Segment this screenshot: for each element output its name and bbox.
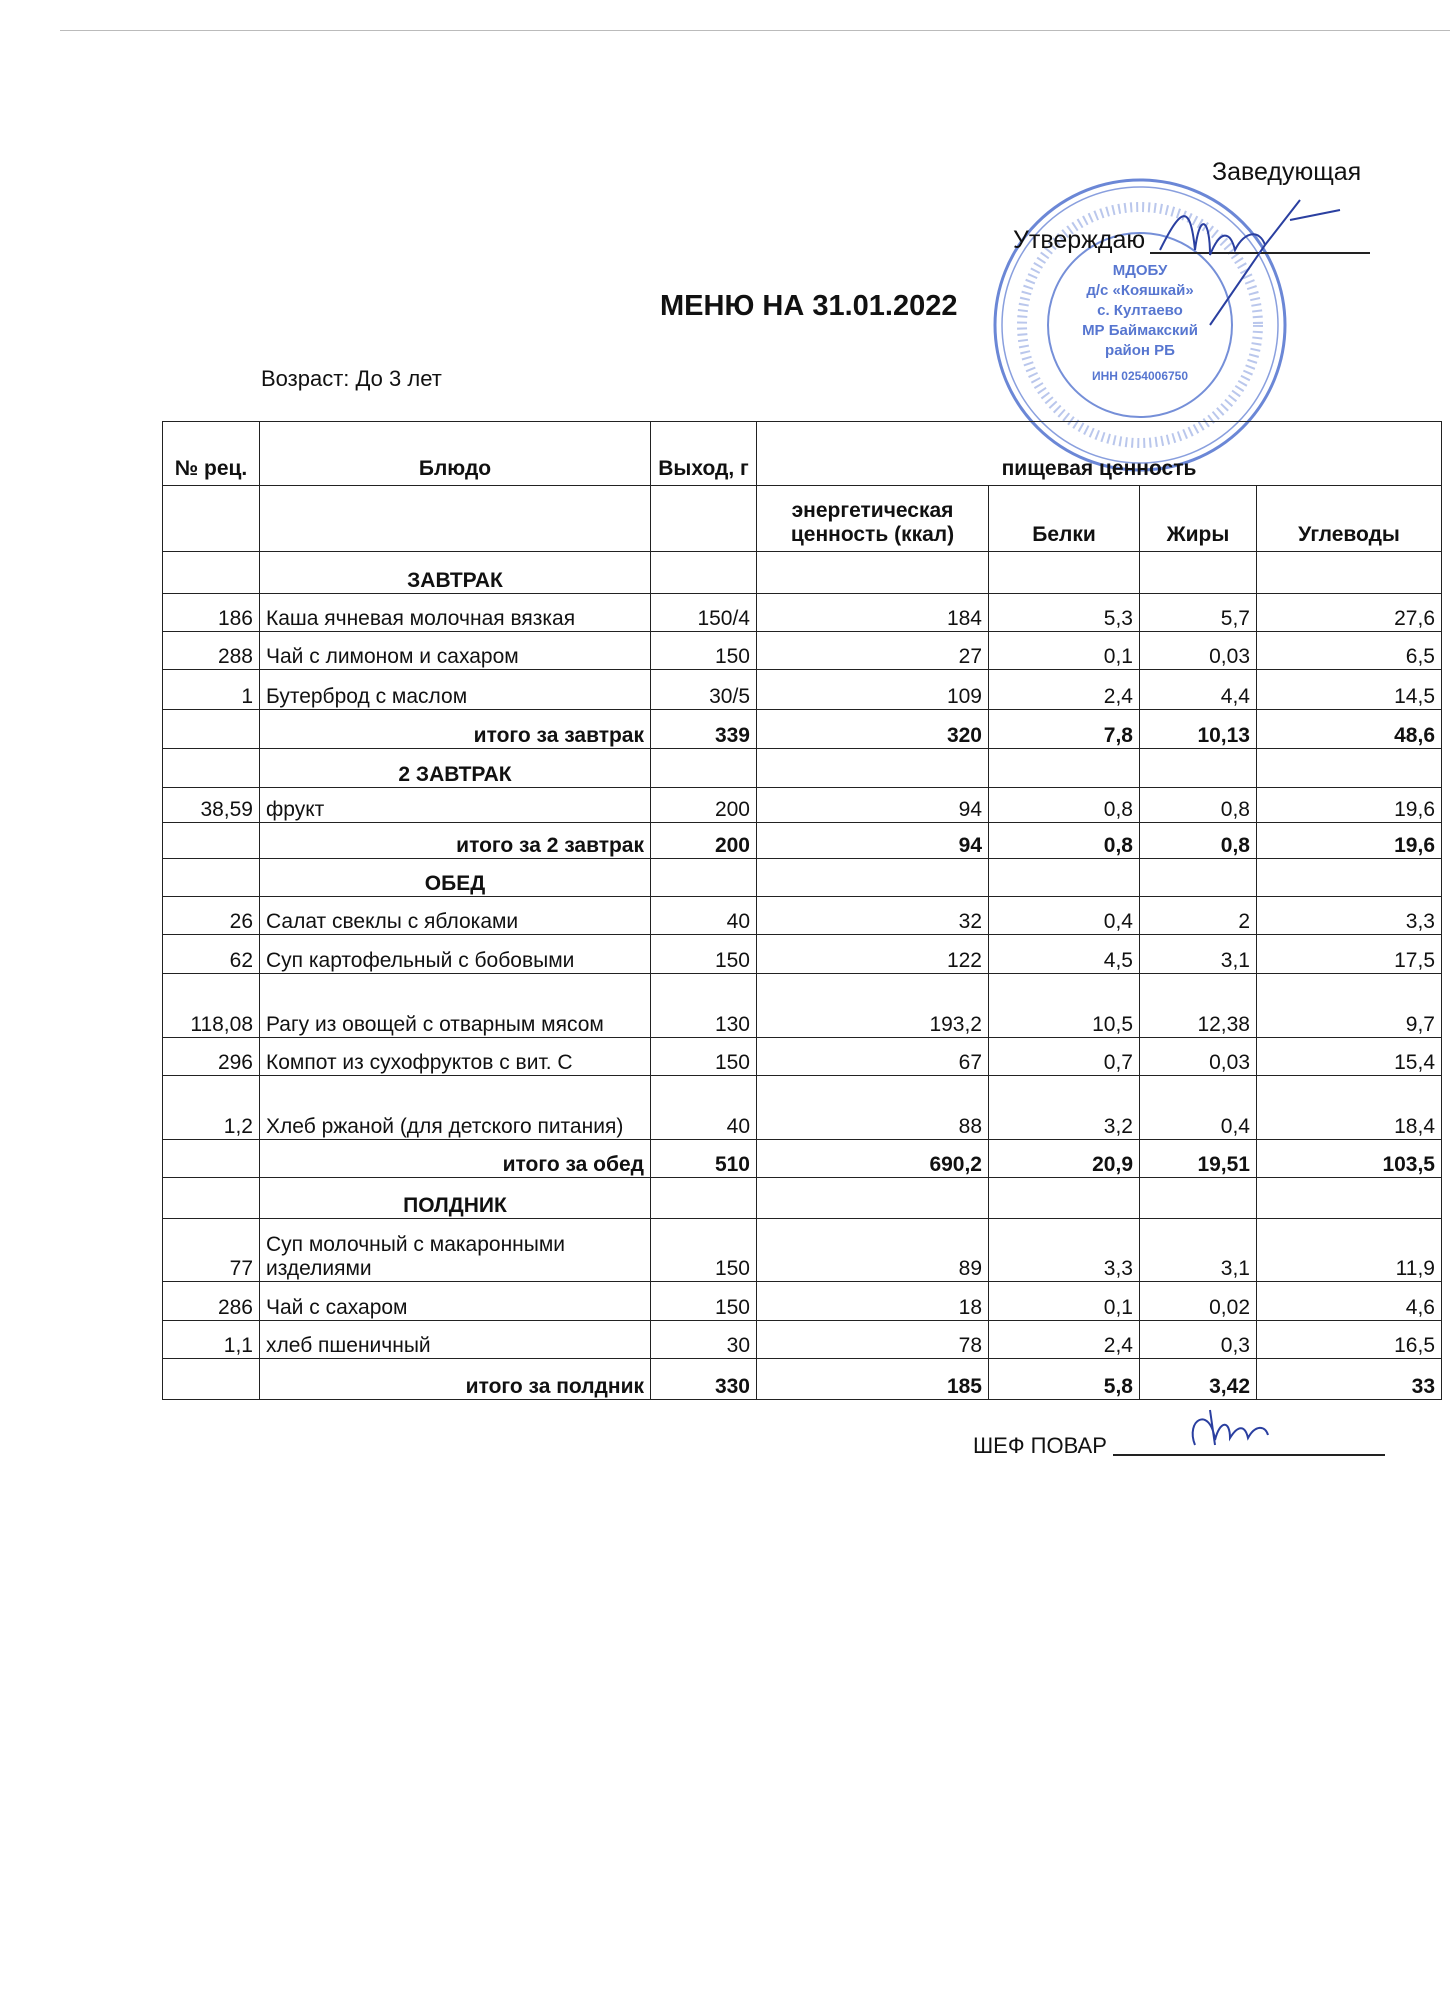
age-group: Возраст: До 3 лет	[261, 366, 442, 391]
output-cell: 150	[651, 935, 757, 974]
carbs-cell: 103,5	[1257, 1140, 1442, 1178]
dish-cell: Суп картофельный с бобовыми	[260, 935, 651, 974]
output-cell: 30/5	[651, 670, 757, 710]
approve-label: Утверждаю	[1013, 226, 1146, 254]
energy-cell	[757, 1178, 989, 1219]
energy-cell: 32	[757, 897, 989, 935]
rec-cell	[163, 1178, 260, 1219]
menu-table-body	[163, 552, 1442, 1400]
output-cell	[651, 749, 757, 788]
fat-cell: 4,4	[1140, 670, 1257, 710]
table-row	[163, 935, 1442, 974]
protein-cell: 20,9	[989, 1140, 1140, 1178]
carbs-cell: 15,4	[1257, 1038, 1442, 1076]
total-row	[163, 1140, 1442, 1178]
section-row	[163, 749, 1442, 788]
protein-cell: 2,4	[989, 1321, 1140, 1359]
rec-cell	[163, 1359, 260, 1400]
fat-cell	[1140, 1178, 1257, 1219]
scan-edge-line	[60, 30, 1450, 31]
total-row	[163, 823, 1442, 859]
protein-cell	[989, 859, 1140, 897]
protein-cell: 10,5	[989, 974, 1140, 1038]
protein-cell	[989, 1178, 1140, 1219]
menu-table	[162, 421, 1442, 1400]
output-cell: 200	[651, 788, 757, 823]
rec-cell: 1	[163, 670, 260, 710]
protein-cell: 5,3	[989, 594, 1140, 632]
protein-cell: 5,8	[989, 1359, 1140, 1400]
output-cell	[651, 859, 757, 897]
output-cell: 150	[651, 1282, 757, 1321]
dish-cell: Чай с лимоном и сахаром	[260, 632, 651, 670]
header-nutrition: пищевая ценность	[757, 422, 1442, 486]
energy-cell: 109	[757, 670, 989, 710]
energy-cell: 27	[757, 632, 989, 670]
energy-cell: 18	[757, 1282, 989, 1321]
header-energy: энергетическая ценность (ккал)	[757, 486, 989, 552]
protein-cell	[989, 552, 1140, 594]
section-row	[163, 859, 1442, 897]
carbs-cell: 14,5	[1257, 670, 1442, 710]
output-cell: 330	[651, 1359, 757, 1400]
fat-cell: 0,4	[1140, 1076, 1257, 1140]
table-row	[163, 1321, 1442, 1359]
rec-cell	[163, 710, 260, 749]
section-row	[163, 1178, 1442, 1219]
stamp-line: д/с «Кояшкай»	[1086, 282, 1194, 299]
dish-cell: Компот из сухофруктов с вит. С	[260, 1038, 651, 1076]
rec-cell	[163, 823, 260, 859]
dish-cell: итого за 2 завтрак	[260, 823, 651, 859]
table-row	[163, 788, 1442, 823]
rec-cell	[163, 552, 260, 594]
header-rec: № рец.	[163, 422, 260, 486]
protein-cell: 0,1	[989, 632, 1140, 670]
protein-cell: 0,8	[989, 788, 1140, 823]
fat-cell	[1140, 749, 1257, 788]
empty-header-cell	[260, 486, 651, 552]
energy-cell: 67	[757, 1038, 989, 1076]
fat-cell: 0,02	[1140, 1282, 1257, 1321]
header-dish: Блюдо	[260, 422, 651, 486]
fat-cell: 0,8	[1140, 823, 1257, 859]
protein-cell: 0,7	[989, 1038, 1140, 1076]
carbs-cell	[1257, 1178, 1442, 1219]
output-cell: 339	[651, 710, 757, 749]
director-signature	[1150, 190, 1380, 330]
output-cell: 200	[651, 823, 757, 859]
protein-cell: 0,4	[989, 897, 1140, 935]
table-row	[163, 1282, 1442, 1321]
table-row	[163, 632, 1442, 670]
dish-cell: итого за обед	[260, 1140, 651, 1178]
dish-cell: итого за полдник	[260, 1359, 651, 1400]
protein-cell: 0,8	[989, 823, 1140, 859]
energy-cell: 122	[757, 935, 989, 974]
energy-cell	[757, 749, 989, 788]
energy-cell: 193,2	[757, 974, 989, 1038]
rec-cell: 296	[163, 1038, 260, 1076]
carbs-cell: 19,6	[1257, 823, 1442, 859]
dish-cell: Хлеб ржаной (для детского питания)	[260, 1076, 651, 1140]
fat-cell: 3,1	[1140, 1219, 1257, 1282]
header-protein: Белки	[989, 486, 1140, 552]
table-row	[163, 1076, 1442, 1140]
energy-cell: 320	[757, 710, 989, 749]
carbs-cell: 18,4	[1257, 1076, 1442, 1140]
empty-header-cell	[651, 486, 757, 552]
header-fat: Жиры	[1140, 486, 1257, 552]
fat-cell	[1140, 552, 1257, 594]
output-cell: 40	[651, 1076, 757, 1140]
carbs-cell: 48,6	[1257, 710, 1442, 749]
rec-cell	[163, 749, 260, 788]
stamp-line: МДОБУ	[1112, 262, 1168, 279]
fat-cell: 0,03	[1140, 632, 1257, 670]
stamp-line: с. Култаево	[1097, 302, 1183, 319]
header-carbs: Углеводы	[1257, 486, 1442, 552]
dish-cell: ОБЕД	[260, 859, 651, 897]
protein-cell: 3,2	[989, 1076, 1140, 1140]
carbs-cell: 33	[1257, 1359, 1442, 1400]
energy-cell: 88	[757, 1076, 989, 1140]
dish-cell: ПОЛДНИК	[260, 1178, 651, 1219]
carbs-cell: 17,5	[1257, 935, 1442, 974]
fat-cell: 3,42	[1140, 1359, 1257, 1400]
carbs-cell: 27,6	[1257, 594, 1442, 632]
output-cell: 150	[651, 1219, 757, 1282]
output-cell: 30	[651, 1321, 757, 1359]
rec-cell	[163, 859, 260, 897]
energy-cell: 89	[757, 1219, 989, 1282]
carbs-cell	[1257, 749, 1442, 788]
fat-cell: 0,3	[1140, 1321, 1257, 1359]
dish-cell: 2 ЗАВТРАК	[260, 749, 651, 788]
fat-cell: 19,51	[1140, 1140, 1257, 1178]
rec-cell: 118,08	[163, 974, 260, 1038]
protein-cell: 7,8	[989, 710, 1140, 749]
fat-cell	[1140, 859, 1257, 897]
energy-cell: 78	[757, 1321, 989, 1359]
energy-cell: 690,2	[757, 1140, 989, 1178]
carbs-cell: 6,5	[1257, 632, 1442, 670]
dish-cell: Бутерброд с маслом	[260, 670, 651, 710]
chef-label: ШЕФ ПОВАР	[973, 1433, 1107, 1458]
fat-cell: 0,03	[1140, 1038, 1257, 1076]
rec-cell: 77	[163, 1219, 260, 1282]
output-cell: 510	[651, 1140, 757, 1178]
rec-cell	[163, 1140, 260, 1178]
rec-cell: 186	[163, 594, 260, 632]
table-row	[163, 594, 1442, 632]
dish-cell: хлеб пшеничный	[260, 1321, 651, 1359]
carbs-cell: 19,6	[1257, 788, 1442, 823]
rec-cell: 288	[163, 632, 260, 670]
energy-cell: 185	[757, 1359, 989, 1400]
rec-cell: 62	[163, 935, 260, 974]
table-row	[163, 670, 1442, 710]
energy-cell: 184	[757, 594, 989, 632]
total-row	[163, 1359, 1442, 1400]
section-row	[163, 552, 1442, 594]
chef-signature	[1180, 1400, 1300, 1460]
rec-cell: 1,2	[163, 1076, 260, 1140]
output-cell: 40	[651, 897, 757, 935]
rec-cell: 26	[163, 897, 260, 935]
protein-cell: 3,3	[989, 1219, 1140, 1282]
fat-cell: 10,13	[1140, 710, 1257, 749]
energy-cell	[757, 552, 989, 594]
energy-cell: 94	[757, 788, 989, 823]
stamp-line: ИНН 0254006750	[1091, 369, 1189, 383]
fat-cell: 5,7	[1140, 594, 1257, 632]
carbs-cell: 11,9	[1257, 1219, 1442, 1282]
energy-cell: 94	[757, 823, 989, 859]
fat-cell: 3,1	[1140, 935, 1257, 974]
dish-cell: итого за завтрак	[260, 710, 651, 749]
rec-cell: 38,59	[163, 788, 260, 823]
output-cell: 150	[651, 632, 757, 670]
protein-cell: 4,5	[989, 935, 1140, 974]
carbs-cell	[1257, 859, 1442, 897]
dish-cell: Каша ячневая молочная вязкая	[260, 594, 651, 632]
approver-position: Заведующая	[1212, 158, 1362, 186]
table-row	[163, 1038, 1442, 1076]
stamp-line: район РБ	[1105, 342, 1175, 359]
dish-cell: Суп молочный с макаронными изделиями	[260, 1219, 651, 1282]
protein-cell: 2,4	[989, 670, 1140, 710]
output-cell: 150	[651, 1038, 757, 1076]
table-row	[163, 897, 1442, 935]
page-title: МЕНЮ НА 31.01.2022	[660, 290, 958, 322]
dish-cell: Чай с сахаром	[260, 1282, 651, 1321]
protein-cell	[989, 749, 1140, 788]
output-cell: 150/4	[651, 594, 757, 632]
protein-cell: 0,1	[989, 1282, 1140, 1321]
dish-cell: Салат свеклы с яблоками	[260, 897, 651, 935]
dish-cell: фрукт	[260, 788, 651, 823]
carbs-cell: 16,5	[1257, 1321, 1442, 1359]
carbs-cell: 3,3	[1257, 897, 1442, 935]
carbs-cell: 9,7	[1257, 974, 1442, 1038]
table-row	[163, 974, 1442, 1038]
rec-cell: 1,1	[163, 1321, 260, 1359]
output-cell: 130	[651, 974, 757, 1038]
energy-cell	[757, 859, 989, 897]
output-cell	[651, 552, 757, 594]
fat-cell: 2	[1140, 897, 1257, 935]
dish-cell: ЗАВТРАК	[260, 552, 651, 594]
dish-cell: Рагу из овощей с отварным мясом	[260, 974, 651, 1038]
empty-header-cell	[163, 486, 260, 552]
rec-cell: 286	[163, 1282, 260, 1321]
stamp-line: МР Баймакский	[1082, 322, 1198, 339]
carbs-cell: 4,6	[1257, 1282, 1442, 1321]
output-cell	[651, 1178, 757, 1219]
fat-cell: 12,38	[1140, 974, 1257, 1038]
header-output: Выход, г	[651, 422, 757, 486]
total-row	[163, 710, 1442, 749]
fat-cell: 0,8	[1140, 788, 1257, 823]
table-row	[163, 1219, 1442, 1282]
carbs-cell	[1257, 552, 1442, 594]
